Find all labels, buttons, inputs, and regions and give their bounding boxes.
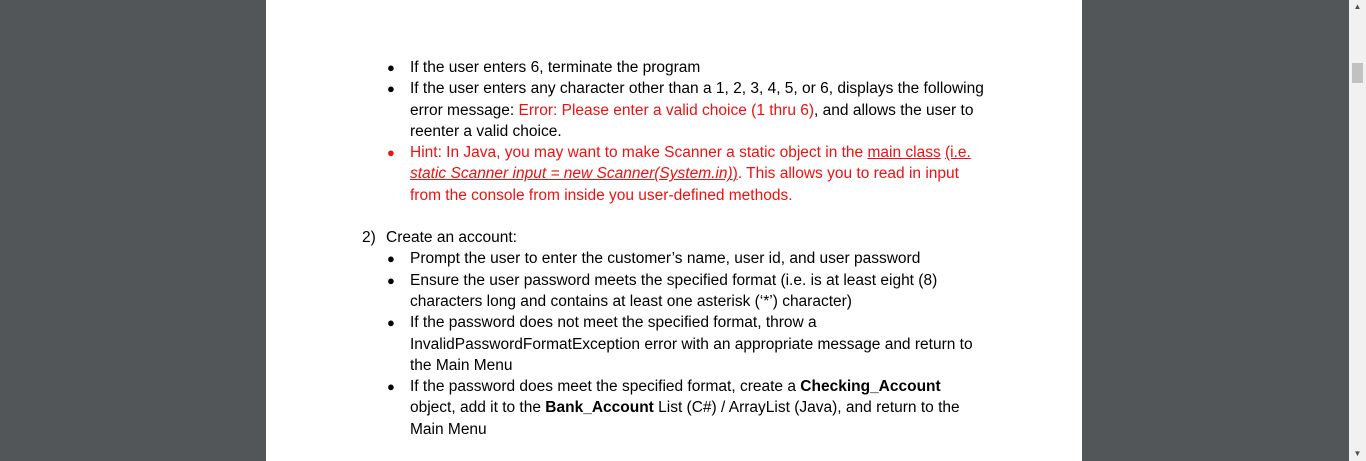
bullet-icon: ● (387, 272, 395, 288)
section-title: Create an account: (386, 229, 517, 247)
section-heading (266, 227, 1082, 248)
list-item (266, 312, 990, 376)
bullet-icon: ● (387, 81, 395, 97)
scroll-up-arrow-icon[interactable]: ▲ (1353, 2, 1362, 11)
hint-text: Hint: In Java, you may want to make Scanner a static object in the (410, 144, 868, 162)
section-number: 2) (362, 229, 376, 247)
list-item (266, 57, 990, 78)
item-text: If the password does not meet the specified format, throw a InvalidPasswordFormatException error with an appropriate message and return to the Main Menu (410, 314, 973, 374)
vertical-scrollbar[interactable] (1349, 0, 1366, 461)
list-item (266, 270, 990, 313)
bullet-icon: ● (387, 315, 395, 331)
item-text: If the user enters any character other than a 1, 2, 3, 4, 5, or 6, displays the following error message: (410, 80, 984, 119)
item-text: Ensure the user password meets the specified format (i.e. is at least eight (8) characters long and contains at least one asterisk (‘*’) character) (410, 271, 938, 310)
list-item (266, 376, 990, 440)
bullet-icon: ● (387, 60, 395, 75)
code-example: static Scanner input = new Scanner(System.in) (410, 165, 733, 183)
class-name-text: Bank_Account (545, 399, 654, 417)
item-text: List (C#) / ArrayList (Java), and return to the Main Menu (410, 399, 960, 438)
item-text: Prompt the user to enter the customer’s name, user id, and user password (410, 250, 921, 268)
example-open: (i.e. (945, 144, 971, 162)
hint-text: . This allows you to read in input from the console from inside you user-defined methods. (410, 165, 959, 204)
item-text: If the user enters 6, terminate the program (410, 59, 701, 76)
bullet-icon: ● (387, 251, 395, 267)
error-message-text: Error: Please enter a valid choice (1 thru 6) (518, 101, 815, 119)
item-text: object, add it to the (410, 399, 546, 417)
bullet-icon: ● (387, 145, 395, 161)
scroll-down-arrow-icon[interactable]: ▼ (1353, 449, 1362, 458)
class-name-text: Checking_Account (800, 378, 941, 396)
item-text: If the password does meet the specified format, create a (410, 378, 801, 396)
main-class-text: main class (867, 144, 941, 162)
item-text: , and allows the user to reenter a valid choice. (410, 101, 974, 140)
list-item-hint (266, 142, 990, 206)
list-item (266, 248, 990, 269)
example-close: ) (732, 165, 738, 183)
scrollbar-thumb[interactable] (1352, 63, 1363, 83)
document-page (266, 0, 1082, 461)
list-item (266, 78, 990, 142)
page-content (266, 57, 1082, 440)
bullet-icon: ● (387, 379, 395, 395)
